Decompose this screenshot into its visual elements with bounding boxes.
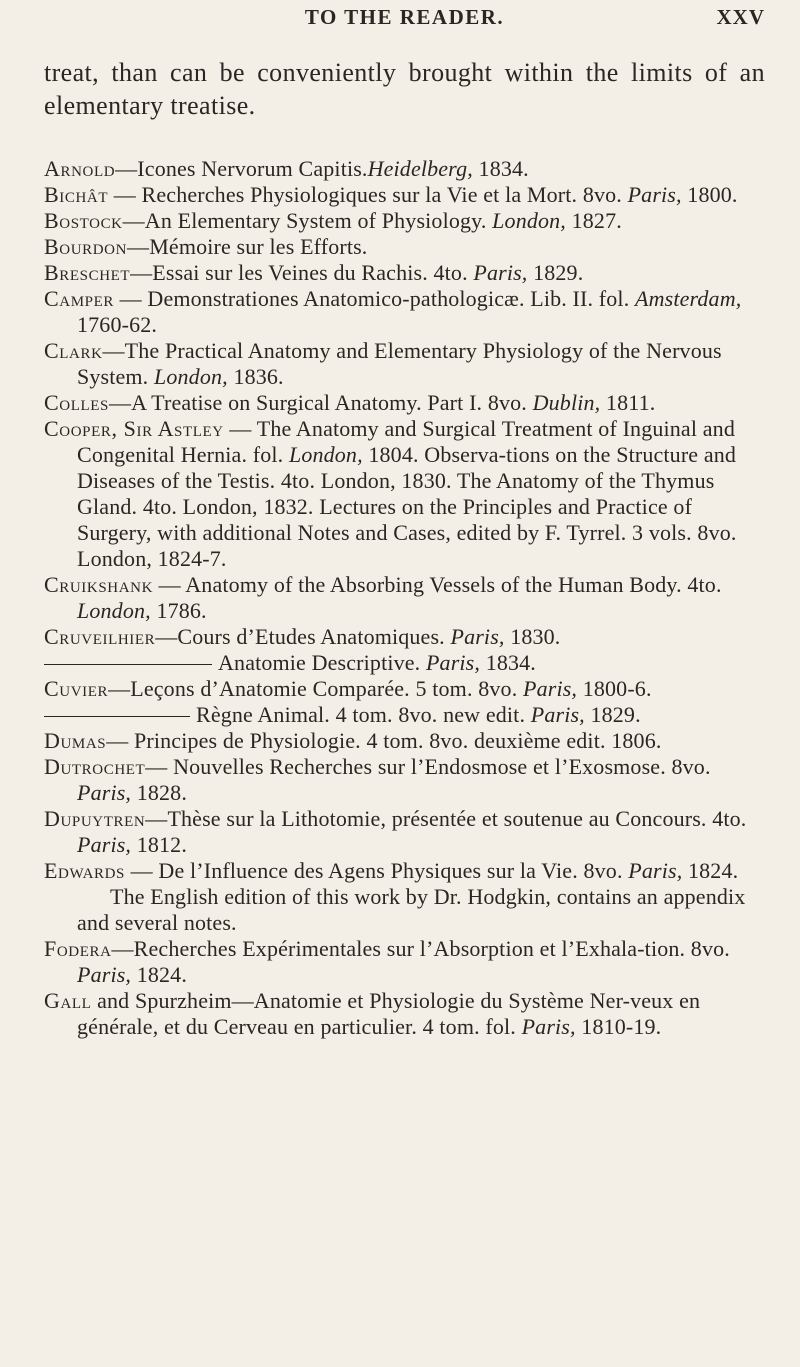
entry-place: Amsterdam, — [635, 286, 742, 311]
ditto-rule — [44, 664, 212, 665]
author-name: Dutrochet — [44, 754, 146, 779]
entry-place: London, — [288, 442, 363, 467]
entry-title: —Recherches Expérimentales sur l’Absorption et l’Exhala-tion. 8vo. — [111, 936, 730, 961]
entry-place: Paris, — [523, 676, 578, 701]
reference-entry — [44, 260, 765, 286]
reference-entry — [44, 208, 765, 234]
reference-entry — [44, 650, 765, 676]
entry-date: 1810-19. — [575, 1014, 662, 1039]
entry-note — [44, 884, 765, 936]
entry-place: Paris, — [521, 1014, 576, 1039]
entry-place: Paris, — [77, 832, 132, 857]
reference-entry — [44, 572, 765, 624]
intro-paragraph: treat, than can be conveniently brought within the limits of an elementary treatise. — [44, 58, 765, 120]
reference-entry — [44, 182, 765, 208]
entry-place: Paris, — [425, 650, 481, 675]
entry-title: —Mémoire sur les Efforts. — [127, 234, 368, 259]
reference-list — [44, 156, 765, 1040]
reference-entry — [44, 286, 765, 338]
author-name: Fodera — [44, 936, 112, 961]
author-name: Dupuytren — [44, 806, 146, 831]
entry-date: 1812. — [131, 832, 187, 857]
author-name: Cruveilhier — [44, 624, 156, 649]
entry-title: — De l’Influence des Agens Physiques sur la Vie. 8vo. — [124, 858, 629, 883]
reference-entry — [44, 806, 765, 858]
entry-place: Paris, — [450, 624, 505, 649]
entry-title: —Essai sur les Veines du Rachis. 4to. — [130, 260, 474, 285]
entry-title: — Anatomy of the Absorbing Vessels of the Human Body. 4to. — [153, 572, 722, 597]
entry-date: 1804. Observa-tions on the Structure and Diseases of the Testis. 4to. London, 1830. The Anatomy of the Thymus Gland. 4to. London, 1832. Lectures on the Principles and Practice of Surgery, with additional Notes and Cases, edited by F. Tyrrel. 3 vols. 8vo. London, 1824-7. — [77, 442, 737, 571]
entry-place: London, — [492, 208, 566, 233]
entry-place: Paris, — [627, 182, 682, 207]
running-title: TO THE READER. — [304, 5, 505, 29]
entry-date: 1824. — [682, 858, 739, 883]
entry-date: 1829. — [527, 260, 584, 285]
entry-date: 1811. — [600, 390, 656, 415]
reference-entry — [44, 390, 765, 416]
author-name: Camper — [44, 286, 114, 311]
entry-title: — Principes de Physiologie. 4 tom. 8vo. deuxième edit. 1806. — [106, 728, 662, 753]
entry-title: Règne Animal. 4 tom. 8vo. new edit. — [196, 702, 531, 727]
entry-place: Paris, — [77, 780, 132, 805]
entry-place: London, — [154, 364, 228, 389]
author-name: Bichât — [44, 182, 109, 207]
author-name: Bourdon — [44, 234, 128, 259]
entry-place: Paris, — [530, 702, 585, 727]
entry-title: — Recherches Physiologiques sur la Vie et la Mort. 8vo. — [108, 182, 628, 207]
entry-date: 1834. — [480, 650, 536, 675]
reference-entry — [44, 702, 765, 728]
entry-place: London, — [77, 598, 151, 623]
entry-title: and Spurzheim—Anatomie et Physiologie du Système Ner-veux en générale, et du Cerveau en particulier. 4 tom. fol. — [77, 988, 701, 1039]
author-name: Clark — [44, 338, 103, 363]
entry-title: — The Anatomy and Surgical Treatment of Inguinal and Congenital Hernia. fol. — [77, 416, 735, 467]
author-name: Colles — [44, 390, 109, 415]
reference-entry — [44, 754, 765, 806]
page-number: XXV — [716, 5, 765, 29]
entry-title: —An Elementary System of Physiology. — [122, 208, 493, 233]
running-header — [44, 0, 765, 40]
entry-date: 1824. — [131, 962, 187, 987]
entry-date: 1800-6. — [577, 676, 652, 701]
entry-date: 1830. — [504, 624, 561, 649]
entry-title: — Nouvelles Recherches sur l’Endosmose et l’Exosmose. 8vo. — [145, 754, 711, 779]
entry-title: —Leçons d’Anatomie Comparée. 5 tom. 8vo. — [108, 676, 523, 701]
entry-title: The English edition of this work by Dr. Hodgkin, contains an appendix and several notes. — [77, 884, 746, 935]
reference-entry — [44, 234, 765, 260]
entry-date: 1800. — [681, 182, 738, 207]
author-name: Cruikshank — [44, 572, 154, 597]
entry-title: —The Practical Anatomy and Elementary Physiology of the Nervous System. — [77, 338, 722, 389]
entry-title: —Thèse sur la Lithotomie, présentée et soutenue au Concours. 4to. — [145, 806, 747, 831]
entry-place: Heidelberg, — [367, 156, 473, 181]
reference-entry — [44, 858, 765, 884]
author-name: Arnold — [44, 156, 116, 181]
author-name: Bostock — [44, 208, 123, 233]
entry-date: 1829. — [584, 702, 641, 727]
entry-title: —A Treatise on Surgical Anatomy. Part I. 8vo. — [108, 390, 533, 415]
entry-title: Anatomie Descriptive. — [218, 650, 426, 675]
ditto-rule — [44, 716, 190, 717]
reference-entry — [44, 936, 765, 988]
entry-place: Paris, — [628, 858, 683, 883]
entry-place: Dublin, — [532, 390, 601, 415]
author-name: Edwards — [44, 858, 125, 883]
entry-date: 1827. — [565, 208, 622, 233]
entry-place: Paris, — [473, 260, 528, 285]
reference-entry — [44, 156, 765, 182]
entry-date: 1828. — [131, 780, 187, 805]
entry-date: 1836. — [227, 364, 284, 389]
author-name: Dumas — [44, 728, 107, 753]
entry-date: 1786. — [150, 598, 207, 623]
reference-entry — [44, 416, 765, 572]
author-name: Cooper, Sir Astley — [44, 416, 224, 441]
author-name: Cuvier — [44, 676, 109, 701]
entry-title: —Icones Nervorum Capitis. — [115, 156, 368, 181]
author-name: Breschet — [44, 260, 131, 285]
author-name: Gall — [44, 988, 92, 1013]
entry-date: 1760-62. — [77, 312, 158, 337]
entry-date: 1834. — [472, 156, 529, 181]
reference-entry — [44, 988, 765, 1040]
reference-entry — [44, 624, 765, 650]
entry-place: Paris, — [77, 962, 132, 987]
entry-title: — Demonstrationes Anatomico-pathologicæ. Lib. II. fol. — [113, 286, 635, 311]
reference-entry — [44, 338, 765, 390]
entry-title: —Cours d’Etudes Anatomiques. — [155, 624, 451, 649]
reference-entry — [44, 728, 765, 754]
reference-entry — [44, 676, 765, 702]
